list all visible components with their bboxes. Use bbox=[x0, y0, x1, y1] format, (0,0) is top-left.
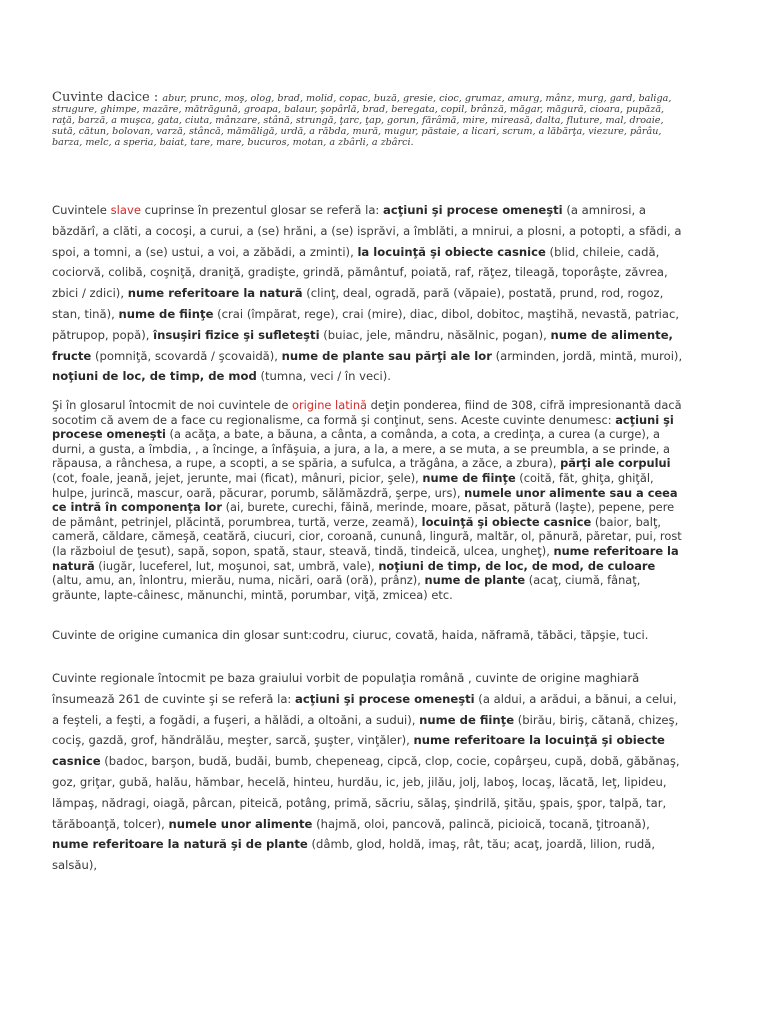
category-heading: nume de plante bbox=[424, 573, 526, 588]
latin-words-paragraph bbox=[52, 398, 684, 602]
text-run: (a acăţa, a bate, a băuna, a cânta, a comânda, a cota, a credinţa, a curea (a curge), a durni, a gusta, a îmbdia, , a încinge, a înfăşuia, a jura, a la, a mere, a se muta, a se preumbla, a se prinde, a răpausa, a rânchesa, a rupe, a scopti, a se spăria, a sufulca, a trăgâna, a zăce, a zbura), bbox=[52, 427, 670, 471]
category-heading: nume referitoare la locuinţă şi obiecte casnice bbox=[52, 733, 665, 769]
highlight-slave: slave bbox=[110, 203, 141, 217]
text-run: (baior, balţ, cameră, căldare, cămeşă, ceatără, ciucuri, cior, coroană, cununâ, lingură, maltăr, ol, pănură, păretar, pui, rost (la războiul de ţesut), sapă, sopon, spată, staur, steavă, tindă, tindeică, ulcea, ungheţ), bbox=[52, 514, 682, 558]
category-heading: părţi ale corpului bbox=[560, 456, 671, 471]
category-heading: nume de fiinţe bbox=[422, 470, 516, 485]
highlight-origine-latina: origine latină bbox=[291, 398, 368, 412]
text-run: (tumna, veci / în veci). bbox=[256, 369, 391, 384]
category-heading: noţiuni de timp, de loc, de mod, de culoare bbox=[378, 558, 656, 573]
dacian-words-list: abur, prunc, moş, olog, brad, molid, copac, buză, gresie, cioc, grumaz, amurg, mânz, murg, gard, baliga, strugure, ghimpe, mazăre, mătrăgună, groapa, balaur, şopârlă, brad, beregata, copil, brânză, măgar, măgură, cioara, pupăză, raţă, barză, a muşca, gata, ciuta, mânzare, stână, strungă, ţarc, ţap, gorun, fărâmă, mire, mireasă, dalta, fluture, mal, droaie, sută, cătun, bolovan, varză, stâncă, mămăligă, urdă, a răbda, mură, mugur, păstaie, a licari, scrum, a lăbărţa, viezure, pârâu, barza, melc, a speria, baiat, tare, mare, bucuros, motan, a zbârli, a zbârci. bbox=[52, 93, 672, 148]
category-heading: la locuinţă şi obiecte casnice bbox=[357, 244, 546, 259]
text-run: (clinţ, deal, ogradă, pară (văpaie), postată, prund, rod, rogoz, stan, tină), bbox=[52, 286, 664, 321]
text-run: (dâmb, glod, holdă, imaş, rât, tău; acaţ, joardă, lilion, rudă, salsău), bbox=[52, 837, 656, 873]
category-heading: nume de plante sau părţi ale lor bbox=[281, 348, 492, 363]
cuman-words-paragraph: Cuvinte de origine cumanica din glosar sunt:codru, ciuruc, covată, haida, năframă, tăbăci, tăpşie, tuci. bbox=[52, 628, 649, 642]
text-run: (iugăr, luceferel, lut, moşunoi, sat, umbră, vale), bbox=[94, 558, 379, 573]
category-heading: locuinţă şi obiecte casnice bbox=[421, 514, 592, 529]
category-heading: acţiuni şi procese omeneşti bbox=[383, 203, 563, 217]
category-heading: nume de fiinţe bbox=[419, 712, 515, 727]
category-heading: nume referitoare la natură şi de plante bbox=[52, 837, 308, 852]
text-run: deţin ponderea, fiind de 308, cifră impresionantă dacă socotim că avem de a face cu regionalisme, ca formă şi conţinut, sens. Aceste cuvinte denumesc: bbox=[52, 398, 682, 427]
text-run: (altu, amu, an, înlontru, mierău, numa, nicări, oară (oră), prânz), bbox=[52, 573, 425, 588]
dacian-words-paragraph bbox=[52, 92, 684, 148]
text-run: (a amnirosi, a băzdărî, a clăti, a cocoşi, a curui, a (se) hrăni, a (se) isprăvi, a îmblăti, a mnirui, a plosni, a potopti, a sfădi, a spoi, a tomni, a (se) ustui, a voi, a zăbădi, a zminti), bbox=[52, 203, 682, 259]
text-run: (ai, burete, curechi, făină, merinde, moare, păsat, pătură (laşte), pepene, pere de pământ, petrinjel, plăcintă, porumbrea, turtă, verze, zeamă), bbox=[52, 500, 675, 529]
text-run: (blid, chileie, cadă, cociorvă, colibă, coşniţă, draniţă, gradişte, grindă, pământuf, poiată, raf, răţez, tileagă, toporâşte, zăvrea, zbici / zdici), bbox=[52, 244, 668, 301]
category-heading: nume de alimente, fructe bbox=[52, 327, 673, 363]
text-run: (acaţ, ciumă, fânaţ, grăunte, lapte-câinesc, mănunchi, mintă, porumbar, viţă, zmicea) etc. bbox=[52, 573, 641, 602]
text-run: Cuvintele bbox=[52, 203, 111, 217]
text-run: Şi în glosarul întocmit de noi cuvintele de bbox=[52, 398, 292, 412]
text-run: (cot, foale, jeană, jejet, jerunte, mai (ficat), mânuri, picior, şele), bbox=[52, 470, 423, 485]
text-run: cuprinse în prezentul glosar se referă la: bbox=[140, 203, 384, 217]
category-heading: numele unor alimente bbox=[168, 816, 313, 831]
category-heading: nume referitoare la natură bbox=[127, 286, 303, 301]
text-run: (birău, biriş, cătană, chizeş, cociş, gazdă, grof, hăndrălău, meşter, sarcă, şuşter, vinţăler), bbox=[52, 712, 679, 748]
category-heading: însuşiri fizice şi sufleteşti bbox=[153, 327, 320, 342]
text-run: (pomniţă, scovardă / şcovaidă), bbox=[91, 348, 282, 363]
slavic-words-paragraph bbox=[52, 200, 684, 387]
dacian-words-heading: Cuvinte dacice : bbox=[52, 90, 163, 105]
hungarian-words-paragraph bbox=[52, 668, 684, 876]
text-run: (hajmă, oloi, pancovă, palincă, picioică, tocană, ţitroană), bbox=[312, 816, 650, 831]
text-run: (coită, făt, ghiţa, ghiţăl, hulpe, jurincă, mascur, oară, păcurar, porumb, sălămăzdră, şerpe, urs), bbox=[52, 470, 654, 500]
category-heading: numele unor alimente sau a ceea ce intră în componenţa lor bbox=[52, 485, 678, 515]
text-run: (a aldui, a arădui, a bănui, a celui, a feşteli, a feşti, a fogădi, a fuşeri, a hălădi, a oltoăni, a sudui), bbox=[52, 691, 677, 727]
text-run: Cuvinte regionale întocmit pe baza graiului vorbit de populaţia română , cuvinte de origine maghiară însumează 261 de cuvinte şi se referă la: bbox=[52, 671, 640, 706]
category-heading: acţiuni şi procese omeneşti bbox=[295, 691, 475, 706]
category-heading: nume de fiinţe bbox=[118, 306, 214, 321]
text-run: (buiac, jele, māndru, năsălnic, pogan), bbox=[319, 327, 551, 342]
text-run: (badoc, barşon, budă, budăi, bumb, chepeneag, cipcă, clop, cocie, copârşeu, cupă, dobă, găbănaş, goz, griţar, gubă, halău, hămbar, hecelă, hinteu, hurdău, ic, jeb, jilău, jolj, laboş, locaş, lăcată, leţ, lipideu, lămpaş, nădragi, oiagă, pârcan, piteică, potâng, primă, săcriu, sălaş, şindrilă, şitău, şpais, şpor, talpă, tar, tărăboanţă, tolcer), bbox=[52, 754, 680, 831]
text-run: (crai (împărat, rege), crai (mire), diac, dibol, dobitoc, maştihă, nevastă, patriac, pătrupop, popă), bbox=[52, 306, 680, 342]
category-heading: nume referitoare la natură bbox=[52, 543, 679, 573]
category-heading: noţiuni de loc, de timp, de mod bbox=[52, 369, 257, 384]
category-heading: acţiuni şi procese omeneşti bbox=[52, 412, 674, 442]
text-run: (arminden, jordă, mintă, muroi), bbox=[491, 348, 683, 363]
